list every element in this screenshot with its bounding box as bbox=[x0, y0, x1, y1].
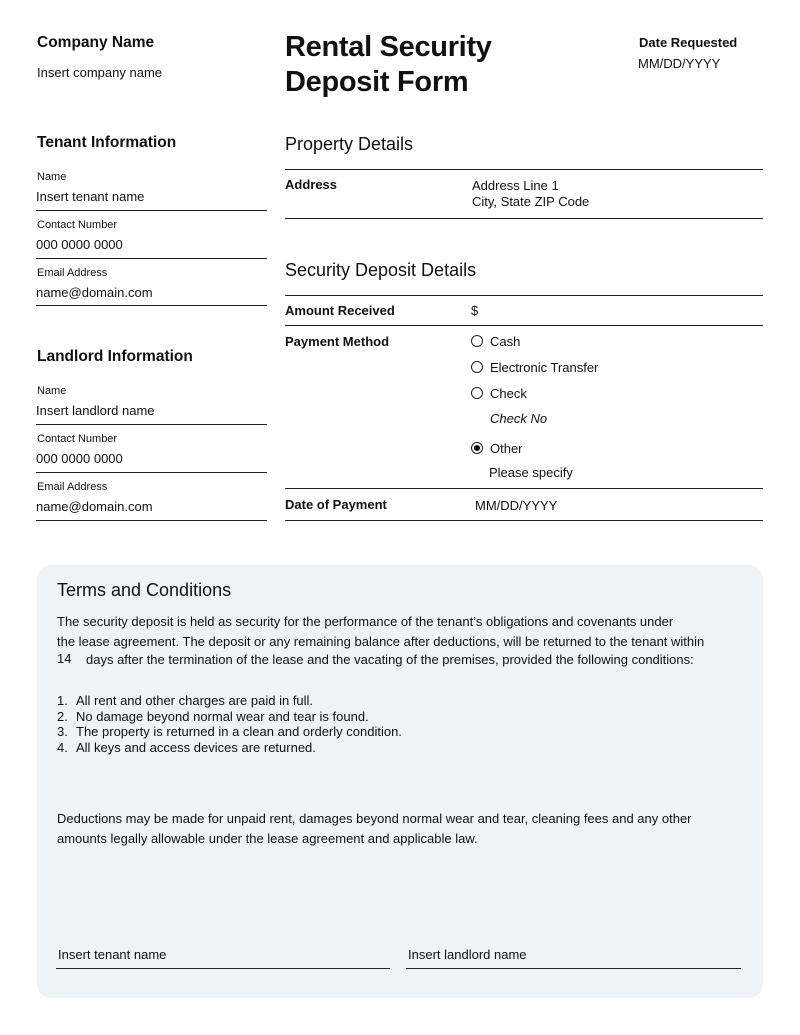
payment-method-divider bbox=[285, 488, 763, 489]
tenant-name-field[interactable]: Insert tenant name bbox=[36, 189, 145, 204]
property-details-heading: Property Details bbox=[285, 134, 414, 154]
date-requested-field[interactable]: MM/DD/YYYY bbox=[638, 56, 721, 71]
list-item: 4. All keys and access devices are returned. bbox=[57, 739, 316, 755]
landlord-email-underline bbox=[36, 520, 267, 521]
tenant-contact-underline bbox=[36, 258, 267, 259]
amount-divider bbox=[285, 325, 763, 326]
address-field[interactable] bbox=[472, 178, 589, 210]
list-item: 1. All rent and other charges are paid in full. bbox=[57, 693, 314, 708]
company-name-field[interactable]: Insert company name bbox=[37, 65, 163, 80]
amount-received-label: Amount Received bbox=[285, 303, 395, 318]
deductions-line-1: Deductions may be made for unpaid rent, damages beyond normal wear and tear, cleaning fees and any other bbox=[57, 811, 692, 826]
check-number-field[interactable]: Check No bbox=[490, 411, 548, 426]
landlord-email-label: Email Address bbox=[37, 481, 108, 493]
address-line-2: City, State ZIP Code bbox=[472, 194, 590, 209]
tenant-email-field[interactable]: name@domain.com bbox=[36, 285, 153, 300]
check-option-label: Check bbox=[490, 386, 527, 401]
property-top-divider bbox=[285, 169, 763, 170]
electronic-transfer-radio[interactable] bbox=[471, 361, 483, 373]
tenant-signature-line bbox=[56, 968, 390, 969]
landlord-signature-line bbox=[406, 968, 741, 969]
list-item: 2. No damage beyond normal wear and tear is found. bbox=[57, 708, 369, 724]
landlord-name-label: Name bbox=[37, 385, 67, 397]
terms-paragraph-line-1: The security deposit is held as security for the performance of the tenant’s obligations and covenants under bbox=[57, 614, 674, 629]
landlord-name-underline bbox=[36, 424, 267, 425]
date-of-payment-field[interactable]: MM/DD/YYYY bbox=[475, 498, 558, 513]
tenant-signature-field[interactable]: Insert tenant name bbox=[58, 947, 167, 962]
security-deposit-heading: Security Deposit Details bbox=[285, 260, 477, 280]
cash-option-label: Cash bbox=[490, 334, 521, 349]
address-label: Address bbox=[285, 177, 338, 192]
tenant-name-label: Name bbox=[37, 171, 67, 183]
cash-radio[interactable] bbox=[471, 335, 483, 347]
landlord-contact-label: Contact Number bbox=[37, 433, 118, 445]
date-requested-label: Date Requested bbox=[639, 35, 738, 50]
list-item: 3. The property is returned in a clean and orderly condition. bbox=[57, 724, 402, 739]
electronic-transfer-option-label: Electronic Transfer bbox=[490, 360, 599, 375]
landlord-information-heading: Landlord Information bbox=[37, 348, 193, 365]
deposit-bottom-divider bbox=[285, 520, 763, 521]
tenant-name-underline bbox=[36, 210, 267, 211]
return-days-field[interactable]: 14 bbox=[57, 651, 72, 666]
deposit-top-divider bbox=[285, 295, 763, 296]
other-radio[interactable] bbox=[471, 442, 483, 454]
terms-heading: Terms and Conditions bbox=[57, 580, 232, 600]
terms-paragraph-line-2: the lease agreement. The deposit or any remaining balance after deductions, will be returned to the tenant within bbox=[57, 634, 705, 649]
company-name-label: Company Name bbox=[37, 34, 155, 51]
landlord-signature-field[interactable]: Insert landlord name bbox=[408, 947, 527, 962]
deductions-line-2: amounts legally allowable under the lease agreement and applicable law. bbox=[57, 831, 478, 846]
landlord-contact-field[interactable]: 000 0000 0000 bbox=[36, 451, 123, 466]
date-of-payment-label: Date of Payment bbox=[285, 497, 387, 512]
tenant-information-heading: Tenant Information bbox=[37, 134, 177, 151]
check-radio[interactable] bbox=[471, 387, 483, 399]
landlord-name-field[interactable]: Insert landlord name bbox=[36, 403, 155, 418]
page-title-line-2: Deposit Form bbox=[285, 66, 469, 98]
other-option-label: Other bbox=[490, 441, 523, 456]
tenant-contact-field[interactable]: 000 0000 0000 bbox=[36, 237, 123, 252]
page-title bbox=[285, 30, 492, 100]
tenant-contact-label: Contact Number bbox=[37, 219, 118, 231]
conditions-list bbox=[57, 693, 402, 755]
landlord-contact-underline bbox=[36, 472, 267, 473]
property-bottom-divider bbox=[285, 218, 763, 219]
landlord-email-field[interactable]: name@domain.com bbox=[36, 499, 153, 514]
tenant-email-label: Email Address bbox=[37, 267, 108, 279]
amount-received-field[interactable]: $ bbox=[471, 303, 479, 318]
terms-paragraph-line-3: days after the termination of the lease and the vacating of the premises, provided the following conditions: bbox=[86, 652, 694, 667]
payment-method-label: Payment Method bbox=[285, 334, 390, 349]
other-specify-field[interactable]: Please specify bbox=[489, 465, 573, 480]
address-line-1: Address Line 1 bbox=[472, 178, 559, 193]
tenant-email-underline bbox=[36, 305, 267, 306]
terms-paragraph bbox=[57, 612, 737, 652]
page-title-line-1: Rental Security bbox=[285, 31, 492, 63]
deductions-paragraph bbox=[57, 809, 737, 849]
